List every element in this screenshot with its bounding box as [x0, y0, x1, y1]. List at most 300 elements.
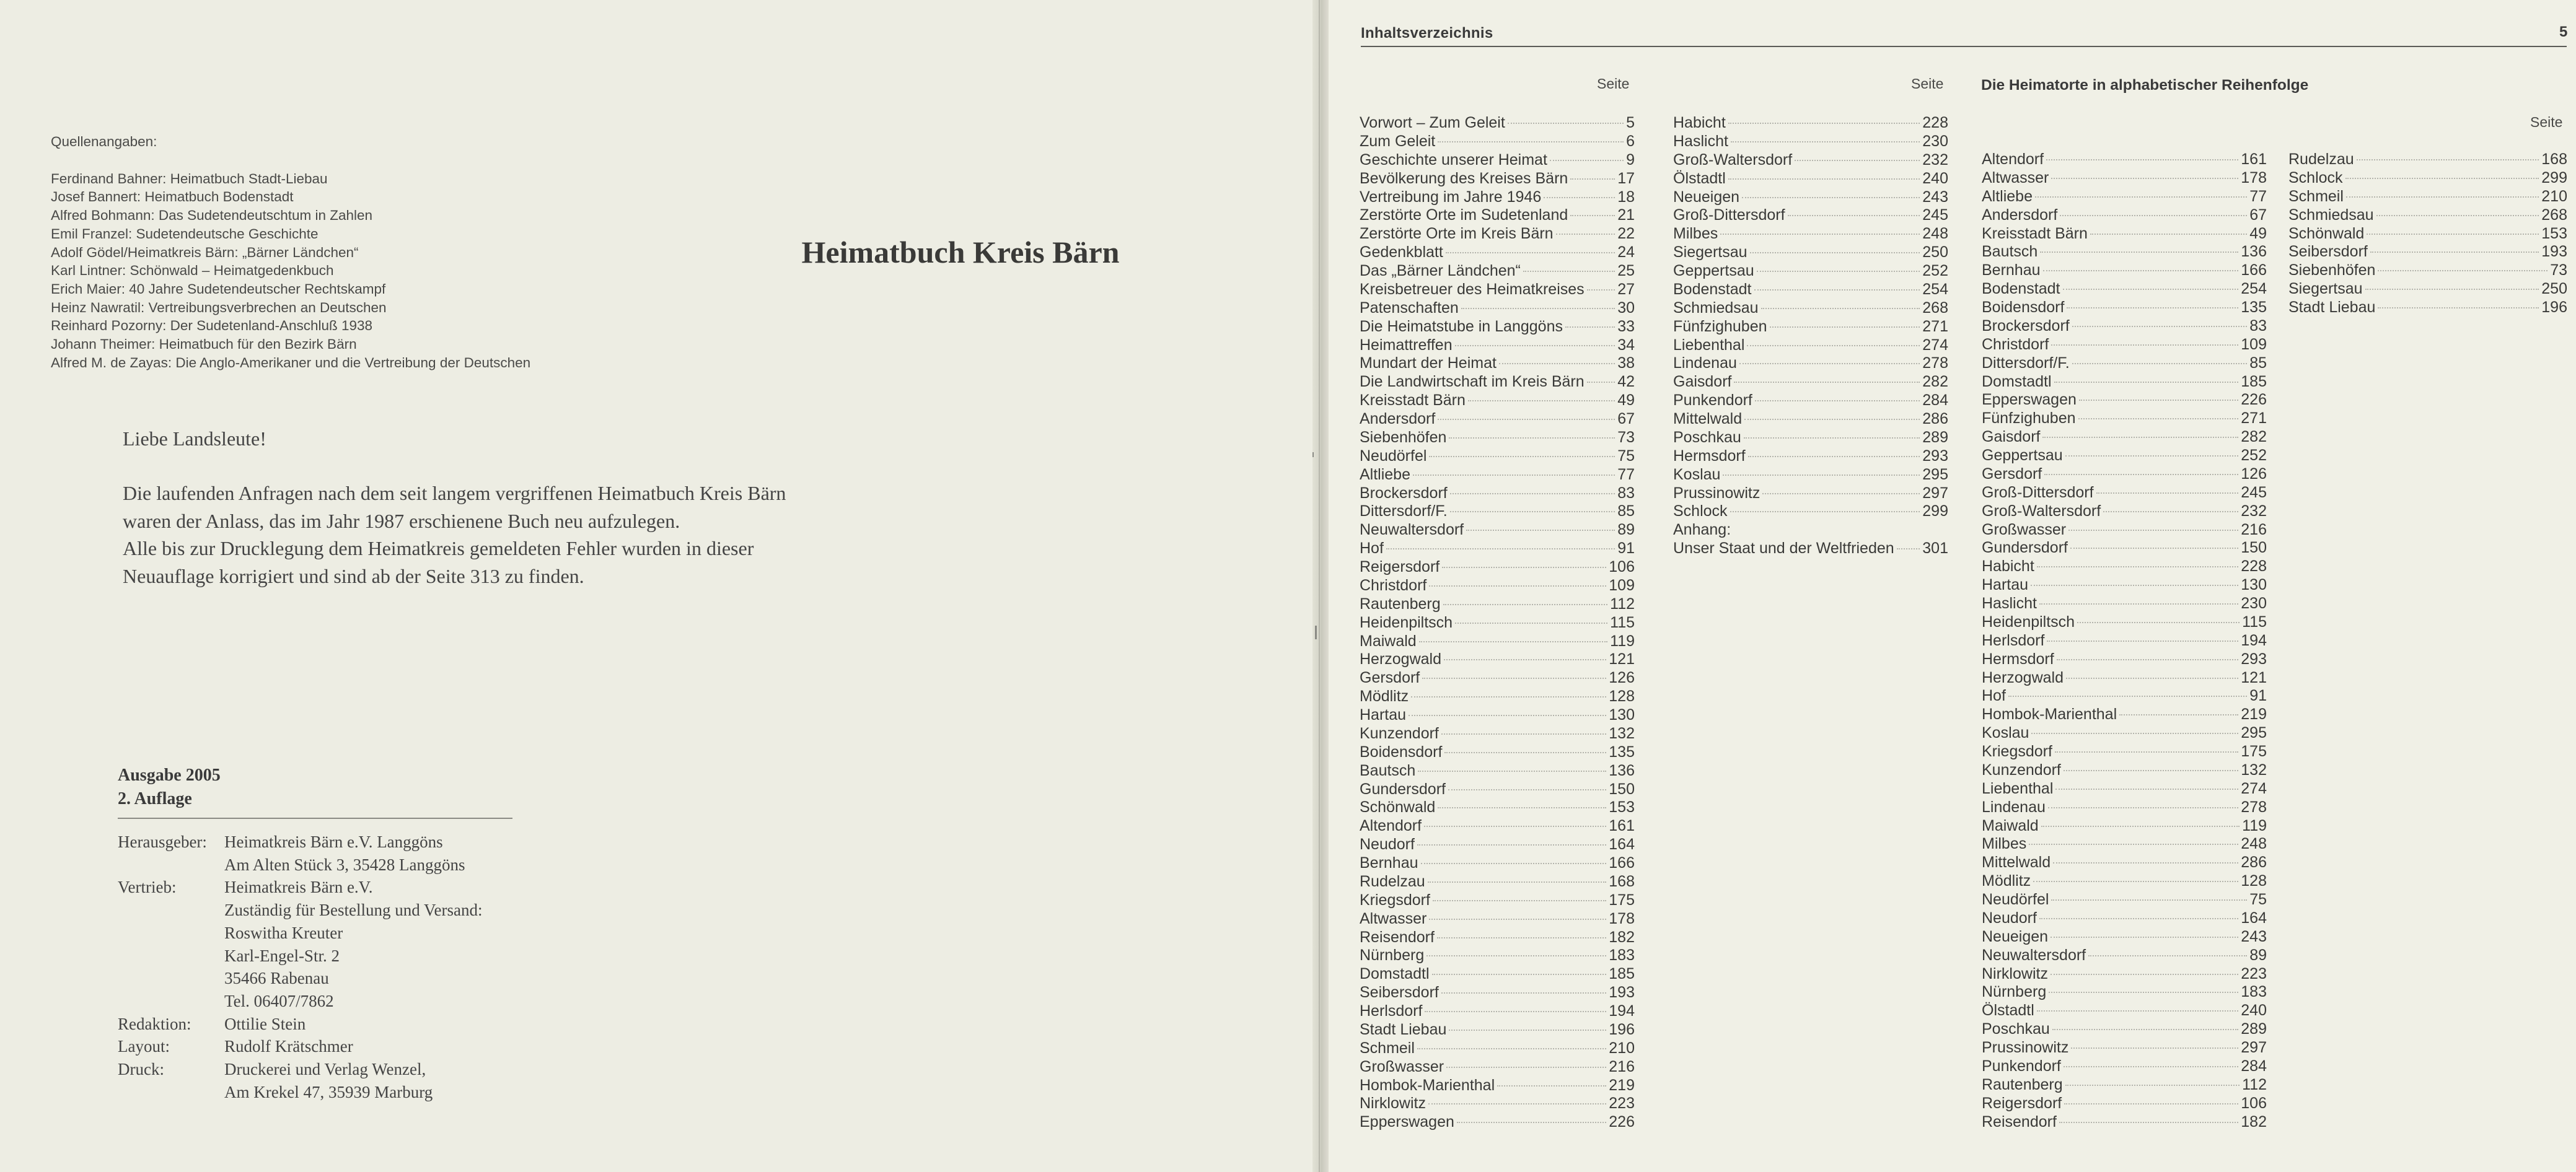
seite-header-alpha: Seite	[2530, 114, 2563, 130]
toc-entry-name: Kreisbetreuer des Heimatkreises	[1360, 280, 1585, 298]
toc-leader-dots	[2008, 696, 2247, 697]
toc-leader-dots	[1468, 400, 1615, 401]
source-entry: Karl Lintner: Schönwald – Heimatgedenkbuch	[51, 263, 334, 279]
toc-entry-page: 38	[1617, 354, 1635, 372]
toc-leader-dots	[1754, 289, 1920, 291]
toc-entry-name: Hartau	[1360, 706, 1407, 724]
toc-entry	[1982, 225, 2267, 243]
toc-entry-name: Domstadtl	[1360, 965, 1430, 983]
toc-entry-page: 293	[1922, 447, 1948, 465]
toc-entry-page: 232	[2241, 502, 2267, 520]
toc-entry	[1673, 133, 1948, 151]
toc-entry-name: Haslicht	[1673, 132, 1728, 150]
toc-entry-page: 25	[1617, 262, 1635, 279]
toc-entry-name: Neudörfel	[1360, 447, 1427, 465]
toc-leader-dots	[2035, 196, 2247, 198]
toc-entry	[1673, 151, 1948, 170]
toc-entry	[1360, 947, 1635, 965]
edition-block	[118, 764, 221, 811]
toc-leader-dots	[2063, 289, 2239, 290]
toc-entry-name: Poschkau	[1982, 1020, 2050, 1038]
toc-entry	[1982, 280, 2267, 299]
toc-entry-name: Fünfzighuben	[1982, 409, 2076, 427]
imprint-divider	[118, 818, 512, 819]
toc-entry-name: Gundersdorf	[1360, 780, 1446, 798]
toc-entry-name: Schmiedsau	[1673, 299, 1759, 317]
toc-entry-page: 153	[2541, 224, 2567, 242]
toc-entry-page: 121	[1609, 650, 1635, 668]
toc-entry-name: Bodenstadt	[1673, 280, 1752, 298]
toc-entry	[1982, 558, 2267, 576]
toc-entry-page: 289	[2241, 1020, 2267, 1038]
imprint-lines	[224, 1058, 433, 1103]
toc-entry-page: 109	[2241, 335, 2267, 353]
toc-entry	[1360, 410, 1635, 429]
toc-entry	[1360, 262, 1635, 281]
toc-entry	[1360, 299, 1635, 318]
toc-entry-name: Hof	[1360, 540, 1384, 558]
sources-title: Quellenangaben:	[51, 134, 157, 149]
toc-entry-name: Christdorf	[1360, 576, 1427, 594]
toc-entry	[1360, 1095, 1635, 1113]
toc-leader-dots	[2039, 603, 2238, 605]
toc-entry-page: 219	[2241, 706, 2267, 724]
toc-entry	[1982, 521, 2267, 540]
toc-leader-dots	[2367, 234, 2539, 235]
toc-entry	[1673, 373, 1948, 391]
toc-leader-dots	[2037, 566, 2239, 567]
toc-entry-name: Bautsch	[1982, 243, 2038, 261]
toc-entry-page: 274	[1922, 336, 1948, 354]
toc-entry-page: 166	[2241, 261, 2267, 279]
toc-leader-dots	[1728, 123, 1920, 124]
toc-entry	[1982, 354, 2267, 373]
toc-leader-dots	[1731, 141, 1920, 142]
toc-entry-name: Lindenau	[1673, 354, 1737, 372]
toc-entry	[1360, 762, 1635, 781]
toc-entry	[1360, 243, 1635, 262]
toc-leader-dots	[2043, 270, 2239, 271]
toc-leader-dots	[1455, 345, 1615, 346]
toc-entry	[1982, 983, 2267, 1002]
toc-entry-page: 21	[1617, 206, 1635, 224]
toc-leader-dots	[2041, 826, 2240, 827]
toc-entry	[1360, 965, 1635, 984]
toc-leader-dots	[2052, 1029, 2238, 1030]
toc-entry-page: 115	[1610, 613, 1635, 631]
toc-leader-dots	[1438, 419, 1615, 420]
toc-leader-dots	[1757, 271, 1920, 272]
toc-entry-name: Kreisstadt Bärn	[1982, 224, 2088, 242]
toc-entry	[1360, 1021, 1635, 1039]
toc-entry-page: 161	[1609, 817, 1635, 835]
toc-entry-name: Milbes	[1673, 225, 1718, 243]
toc-entry-page: 67	[2249, 206, 2267, 224]
toc-leader-dots	[2049, 992, 2238, 993]
toc-entry-page: 75	[1617, 447, 1635, 465]
imprint-row	[118, 1058, 482, 1103]
toc-entry-name: Koslau	[1982, 724, 2029, 742]
toc-entry-page: 245	[1922, 206, 1948, 224]
edition-number: 2. Auflage	[118, 789, 192, 808]
toc-entry	[1982, 1020, 2267, 1039]
toc-entry	[1982, 502, 2267, 521]
toc-entry-name: Reisendorf	[1982, 1113, 2057, 1130]
toc-leader-dots	[1444, 659, 1606, 660]
imprint-line: Karl-Engel-Str. 2	[224, 946, 340, 965]
alpha-column-1	[1982, 151, 2267, 1131]
toc-entry-page: 9	[1626, 151, 1635, 168]
toc-entry	[1360, 318, 1635, 336]
toc-leader-dots	[2031, 585, 2238, 586]
toc-entry	[1982, 317, 2267, 336]
toc-leader-dots	[1421, 863, 1607, 864]
edition-label: Ausgabe 2005	[118, 766, 221, 785]
toc-entry-page: 228	[2241, 558, 2267, 575]
toc-leader-dots	[1466, 530, 1615, 531]
toc-entry-name: Neudörfel	[1982, 891, 2049, 908]
toc-entry-name: Maiwald	[1360, 632, 1417, 650]
toc-entry-page: 194	[2241, 631, 2267, 649]
toc-entry	[1360, 836, 1635, 854]
toc-entry-name: Neudorf	[1982, 909, 2037, 927]
toc-entry-name: Heidenpiltsch	[1360, 613, 1453, 631]
toc-leader-dots	[2051, 344, 2238, 346]
toc-entry-page: 126	[1609, 669, 1635, 687]
toc-entry	[1982, 188, 2267, 206]
toc-leader-dots	[1734, 382, 1920, 383]
toc-entry	[2288, 225, 2567, 243]
toc-entry-name: Hof	[1982, 687, 2006, 705]
toc-leader-dots	[1409, 715, 1606, 716]
toc-entry	[1360, 929, 1635, 947]
toc-leader-dots	[2051, 937, 2238, 938]
toc-entry-page: 33	[1617, 317, 1635, 335]
toc-leader-dots	[1443, 604, 1607, 605]
toc-entry-name: Bodenstadt	[1982, 280, 2060, 298]
toc-entry	[1360, 1058, 1635, 1077]
toc-entry-page: 250	[2541, 280, 2567, 298]
toc-entry	[1360, 1113, 1635, 1132]
toc-leader-dots	[1450, 493, 1615, 494]
toc-entry	[1982, 928, 2267, 947]
toc-entry-name: Groß-Dittersdorf	[1982, 483, 2094, 501]
toc-entry-name: Gaisdorf	[1982, 428, 2041, 446]
toc-leader-dots	[1446, 252, 1615, 253]
toc-entry-page: 223	[2241, 964, 2267, 982]
toc-entry-page: 175	[1609, 891, 1635, 909]
imprint-lines	[224, 1035, 353, 1058]
toc-entry	[1982, 206, 2267, 225]
toc-entry-page: 185	[2241, 372, 2267, 390]
toc-entry-name: Herzogwald	[1982, 668, 2064, 686]
toc-entry-name: Groß-Waltersdorf	[1982, 502, 2101, 520]
toc-entry-name: Milbes	[1982, 835, 2027, 853]
toc-entry-name: Kunzendorf	[1982, 761, 2061, 779]
toc-entry-name: Siebenhöfen	[2288, 261, 2376, 279]
toc-entry-page: 73	[1617, 428, 1635, 446]
toc-leader-dots	[2029, 844, 2238, 845]
toc-entry-page: 166	[1609, 854, 1635, 872]
toc-entry	[1982, 687, 2267, 706]
toc-entry-page: 284	[2241, 1057, 2267, 1075]
toc-entry	[1360, 114, 1635, 133]
toc-leader-dots	[2068, 530, 2238, 531]
toc-entry-page: 282	[1922, 373, 1948, 391]
toc-leader-dots	[1755, 400, 1920, 401]
toc-entry	[1360, 688, 1635, 706]
imprint-label: Herausgeber:	[118, 833, 207, 851]
toc-entry-name: Nürnberg	[1982, 983, 2047, 1001]
toc-entry-page: 164	[2241, 909, 2267, 927]
toc-entry-page: 83	[1617, 484, 1635, 502]
toc-entry-name: Boidensdorf	[1982, 299, 2065, 316]
toc-entry-page: 49	[2249, 224, 2267, 242]
toc-entry	[1982, 1076, 2267, 1095]
toc-entry-page: 274	[2241, 779, 2267, 797]
toc-entry-page: 278	[1922, 354, 1948, 372]
toc-entry-name: Liebenthal	[1673, 336, 1745, 354]
imprint-row	[118, 831, 482, 876]
imprint-label: Druck:	[118, 1060, 164, 1079]
toc-entry-name: Neuwaltersdorf	[1982, 946, 2086, 964]
toc-entry-page: 119	[1610, 632, 1635, 650]
toc-entry-name: Koslau	[1673, 465, 1721, 483]
toc-entry-name: Mittelwald	[1673, 410, 1743, 427]
toc-entry-name: Prussinowitz	[1982, 1039, 2069, 1056]
toc-leader-dots	[1417, 1048, 1606, 1049]
toc-entry	[1673, 540, 1948, 558]
toc-entry	[1360, 484, 1635, 503]
source-entry: Erich Maier: 40 Jahre Sudetendeutscher Rechtskampf	[51, 281, 386, 297]
toc-leader-dots	[2378, 270, 2547, 271]
toc-leader-dots	[1550, 160, 1624, 161]
toc-entry-name: Mödlitz	[1360, 688, 1409, 706]
toc-entry-page: 130	[2241, 576, 2267, 594]
toc-entry	[1673, 170, 1948, 188]
toc-leader-dots	[2064, 770, 2238, 771]
toc-leader-dots	[1744, 419, 1920, 420]
toc-entry-page: 34	[1617, 336, 1635, 354]
imprint-line: Heimatkreis Bärn e.V. Langgöns	[224, 833, 443, 851]
toc-entry-page: 185	[1609, 965, 1635, 983]
toc-entry-page: 295	[1922, 465, 1948, 483]
greeting: Liebe Landsleute!	[123, 427, 266, 450]
toc-entry-page: 119	[2242, 816, 2267, 834]
toc-entry-name: Herzogwald	[1360, 650, 1442, 668]
toc-leader-dots	[1744, 437, 1920, 439]
toc-entry-page: 182	[1609, 928, 1635, 946]
toc-entry	[1982, 947, 2267, 965]
toc-leader-dots	[2033, 881, 2238, 882]
toc-entry	[1360, 151, 1635, 170]
toc-entry-name: Lindenau	[1982, 798, 2046, 816]
toc-entry-page: 252	[1922, 262, 1948, 279]
source-entry: Ferdinand Bahner: Heimatbuch Stadt-Liebau	[51, 170, 328, 186]
toc-entry	[1360, 1002, 1635, 1021]
toc-entry	[1360, 447, 1635, 466]
toc-leader-dots	[1424, 826, 1606, 827]
toc-entry	[1360, 336, 1635, 355]
toc-entry-name: Zum Geleit	[1360, 132, 1436, 150]
toc-leader-dots	[2055, 789, 2238, 790]
imprint-line: Zuständig für Bestellung und Versand:	[224, 901, 483, 920]
toc-entry-name: Schmeil	[1360, 1039, 1415, 1057]
toc-leader-dots	[1442, 567, 1606, 568]
toc-entry-page: 299	[2541, 168, 2567, 186]
toc-entry-name: Schmeil	[2288, 187, 2344, 205]
toc-entry	[1982, 613, 2267, 632]
toc-leader-dots	[2378, 307, 2539, 308]
toc-entry-name: Prussinowitz	[1673, 484, 1761, 502]
toc-leader-dots	[2053, 862, 2238, 864]
toc-leader-dots	[2065, 1085, 2240, 1086]
toc-entry	[1360, 984, 1635, 1002]
toc-entry-name: Kriegsdorf	[1982, 743, 2052, 760]
toc-entry	[1982, 854, 2267, 872]
toc-leader-dots	[1461, 308, 1615, 309]
toc-entry-name: Epperswagen	[1982, 391, 2077, 409]
toc-entry	[1982, 243, 2267, 261]
toc-entry-page: 132	[1609, 724, 1635, 742]
toc-leader-dots	[2088, 955, 2247, 956]
toc-entry-page: 286	[1922, 410, 1948, 427]
toc-entry-name: Schlock	[2288, 168, 2343, 186]
toc-entry-name: Liebenthal	[1982, 779, 2054, 797]
toc-leader-dots	[2067, 307, 2238, 308]
toc-leader-dots	[1747, 345, 1920, 346]
toc-entry	[1982, 447, 2267, 465]
toc-entry-page: 30	[1617, 299, 1635, 317]
toc-entry-page: 178	[1609, 909, 1635, 927]
toc-entry-name: Punkendorf	[1673, 391, 1752, 409]
toc-entry	[1360, 1077, 1635, 1095]
sources-block	[51, 133, 670, 372]
toc-entry	[1360, 540, 1635, 558]
toc-entry	[1982, 595, 2267, 613]
source-entry: Reinhard Pozorny: Der Sudetenland-Anschluß 1938	[51, 318, 373, 334]
toc-entry	[1982, 373, 2267, 391]
toc-entry-page: 232	[1922, 151, 1948, 168]
toc-entry	[1982, 391, 2267, 409]
toc-entry-name: Reisendorf	[1360, 928, 1435, 946]
toc-entry-name: Ölstadtl	[1982, 1002, 2034, 1020]
toc-entry-page: 73	[2550, 261, 2567, 279]
toc-entry-page: 136	[2241, 243, 2267, 261]
toc-leader-dots	[1437, 937, 1606, 938]
toc-entry-page: 230	[2241, 595, 2267, 612]
toc-entry-page: 75	[2249, 891, 2267, 908]
toc-entry-page: 183	[1609, 947, 1635, 964]
intro-line: Alle bis zur Drucklegung dem Heimatkreis gemeldeten Fehler wurden in dieser	[123, 537, 754, 559]
toc-entry	[1982, 872, 2267, 891]
toc-entry-page: 250	[1922, 243, 1948, 261]
toc-entry-page: 210	[1609, 1039, 1635, 1057]
toc-leader-dots	[1449, 1030, 1606, 1031]
toc-entry-page: 164	[1609, 836, 1635, 854]
toc-entry-page: 175	[2241, 743, 2267, 760]
toc-entry-page: 210	[2541, 187, 2567, 205]
toc-entry-page: 301	[1922, 540, 1948, 558]
toc-entry-name: Siebenhöfen	[1360, 428, 1447, 446]
toc-entry-name: Habicht	[1982, 558, 2034, 575]
toc-entry-name: Heidenpiltsch	[1982, 613, 2075, 631]
toc-entry-page: 132	[2241, 761, 2267, 779]
toc-entry-name: Mödlitz	[1982, 872, 2031, 890]
toc-entry-page: 268	[1922, 299, 1948, 317]
toc-leader-dots	[1761, 308, 1920, 309]
toc-entry	[1673, 281, 1948, 299]
toc-leader-dots	[1455, 623, 1607, 624]
toc-entry-page: 226	[1609, 1113, 1635, 1131]
toc-leader-dots	[1425, 1011, 1606, 1012]
toc-entry-name: Dittersdorf/F.	[1360, 502, 1448, 520]
toc-entry	[1982, 299, 2267, 317]
toc-entry	[1982, 724, 2267, 743]
toc-leader-dots	[1429, 585, 1606, 587]
toc-entry-page: 182	[2241, 1113, 2267, 1130]
toc-entry-name: Nirklowitz	[1360, 1095, 1426, 1113]
toc-leader-dots	[2376, 215, 2539, 216]
toc-leader-dots	[1441, 992, 1606, 994]
toc-leader-dots	[1449, 437, 1615, 439]
toc-entry	[1673, 114, 1948, 133]
source-entry: Alfred Bohmann: Das Sudetendeutschtum in Zahlen	[51, 208, 373, 224]
toc-entry-name: Zerstörte Orte im Sudetenland	[1360, 206, 1568, 224]
toc-entry-page: 85	[1617, 502, 1635, 520]
toc-entry-page: 89	[2249, 946, 2267, 964]
toc-entry	[1982, 706, 2267, 724]
toc-entry	[1982, 1039, 2267, 1057]
toc-entry-name: Schlock	[1673, 502, 1728, 520]
toc-entry-name: Altwasser	[1982, 168, 2049, 186]
toc-entry	[1360, 650, 1635, 669]
toc-entry-page: 42	[1617, 373, 1635, 391]
toc-entry-name: Punkendorf	[1982, 1057, 2061, 1075]
imprint-line: Heimatkreis Bärn e.V.	[224, 878, 373, 897]
toc-entry-name: Dittersdorf/F.	[1982, 354, 2070, 372]
toc-leader-dots	[1739, 363, 1920, 364]
toc-entry	[1360, 910, 1635, 929]
toc-leader-dots	[1428, 881, 1607, 883]
toc-entry-page: 89	[1617, 521, 1635, 539]
toc-entry-name: Gaisdorf	[1673, 373, 1732, 391]
toc-column-2	[1673, 114, 1948, 558]
toc-leader-dots	[1788, 215, 1920, 216]
toc-entry	[1982, 409, 2267, 428]
toc-entry	[1673, 447, 1948, 466]
toc-entry-page: 178	[2241, 168, 2267, 186]
toc-entry-page: 216	[1609, 1057, 1635, 1075]
toc-entry-page: 299	[1922, 502, 1948, 520]
toc-entry	[1982, 1002, 2267, 1020]
toc-entry-page: 168	[2541, 151, 2567, 168]
toc-entry-page: 268	[2541, 206, 2567, 224]
toc-entry-page: 243	[2241, 927, 2267, 945]
toc-entry	[1982, 798, 2267, 817]
toc-leader-dots	[2119, 714, 2238, 715]
toc-entry-name: Seibersdorf	[1360, 984, 1439, 1002]
toc-entry-name: Domstadtl	[1982, 372, 2052, 390]
toc-entry-name: Gedenkblatt	[1360, 243, 1443, 261]
toc-leader-dots	[2072, 363, 2247, 364]
alpha-list-title: Die Heimatorte in alphabetischer Reihenfolge	[1981, 77, 2309, 94]
toc-entry	[2288, 299, 2567, 317]
toc-leader-dots	[1429, 456, 1615, 457]
book-title: Heimatbuch Kreis Bärn	[801, 235, 1120, 269]
toc-leader-dots	[2042, 437, 2238, 438]
toc-entry-page: 126	[2241, 465, 2267, 483]
